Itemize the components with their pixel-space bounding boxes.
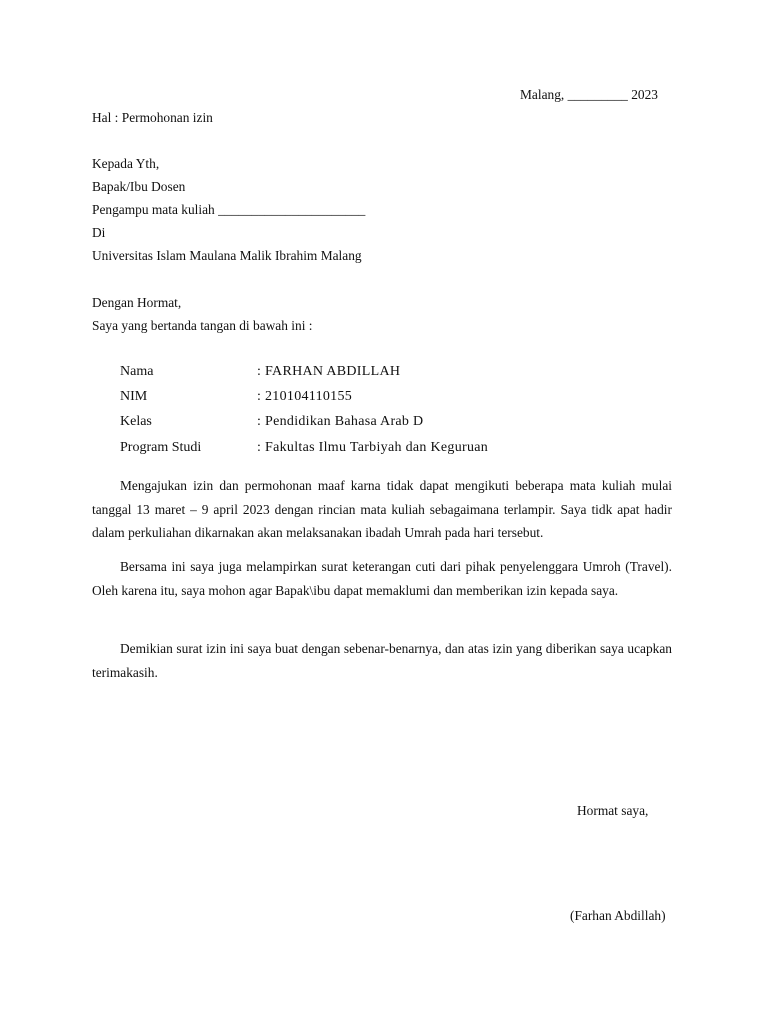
closing-salutation: Hormat saya, — [577, 803, 649, 818]
field-label-program-studi: Program Studi — [120, 440, 202, 455]
intro-line: Saya yang bertanda tangan di bawah ini : — [92, 318, 313, 333]
recipient-line-4: Di — [92, 225, 106, 240]
recipient-line-1: Kepada Yth, — [92, 156, 160, 171]
subject-line: Hal : Permohonan izin — [92, 110, 213, 125]
field-label-nama: Nama — [120, 364, 154, 379]
field-value-program-studi: : Fakultas Ilmu Tarbiyah dan Keguruan — [257, 440, 489, 455]
field-value-nim: : 210104110155 — [257, 389, 353, 404]
date-line: Malang, _________ 2023 — [520, 87, 658, 102]
field-label-nim: NIM — [120, 389, 148, 404]
recipient-line-3: Pengampu mata kuliah ______________________ — [92, 202, 366, 217]
recipient-line-2: Bapak/Ibu Dosen — [92, 179, 186, 194]
field-value-nama: : FARHAN ABDILLAH — [257, 364, 401, 379]
greeting: Dengan Hormat, — [92, 295, 182, 310]
body-paragraph-3: Demikian surat izin ini saya buat dengan sebenar-benarnya, dan atas izin yang diberikan saya ucapkan terimakasih. — [92, 641, 672, 680]
field-value-kelas: : Pendidikan Bahasa Arab D — [257, 414, 424, 429]
recipient-line-5: Universitas Islam Maulana Malik Ibrahim Malang — [92, 248, 362, 263]
signer-name: (Farhan Abdillah) — [570, 908, 666, 923]
field-label-kelas: Kelas — [120, 414, 152, 429]
body-paragraph-1: Mengajukan izin dan permohonan maaf karna tidak dapat mengikuti beberapa mata kuliah mulai tanggal 13 maret – 9 april 2023 dengan rincian mata kuliah sebagaimana terlampir. Saya tidk apat hadir dalam perkuliahan dikarnakan akan melaksanakan ibadah Umrah pada hari tersebut. — [92, 478, 672, 540]
body-paragraph-2: Bersama ini saya juga melampirkan surat keterangan cuti dari pihak penyelenggara Umroh (Travel). Oleh karena itu, saya mohon agar Bapak\ibu dapat memaklumi dan memberikan izin kepada saya. — [92, 559, 672, 598]
